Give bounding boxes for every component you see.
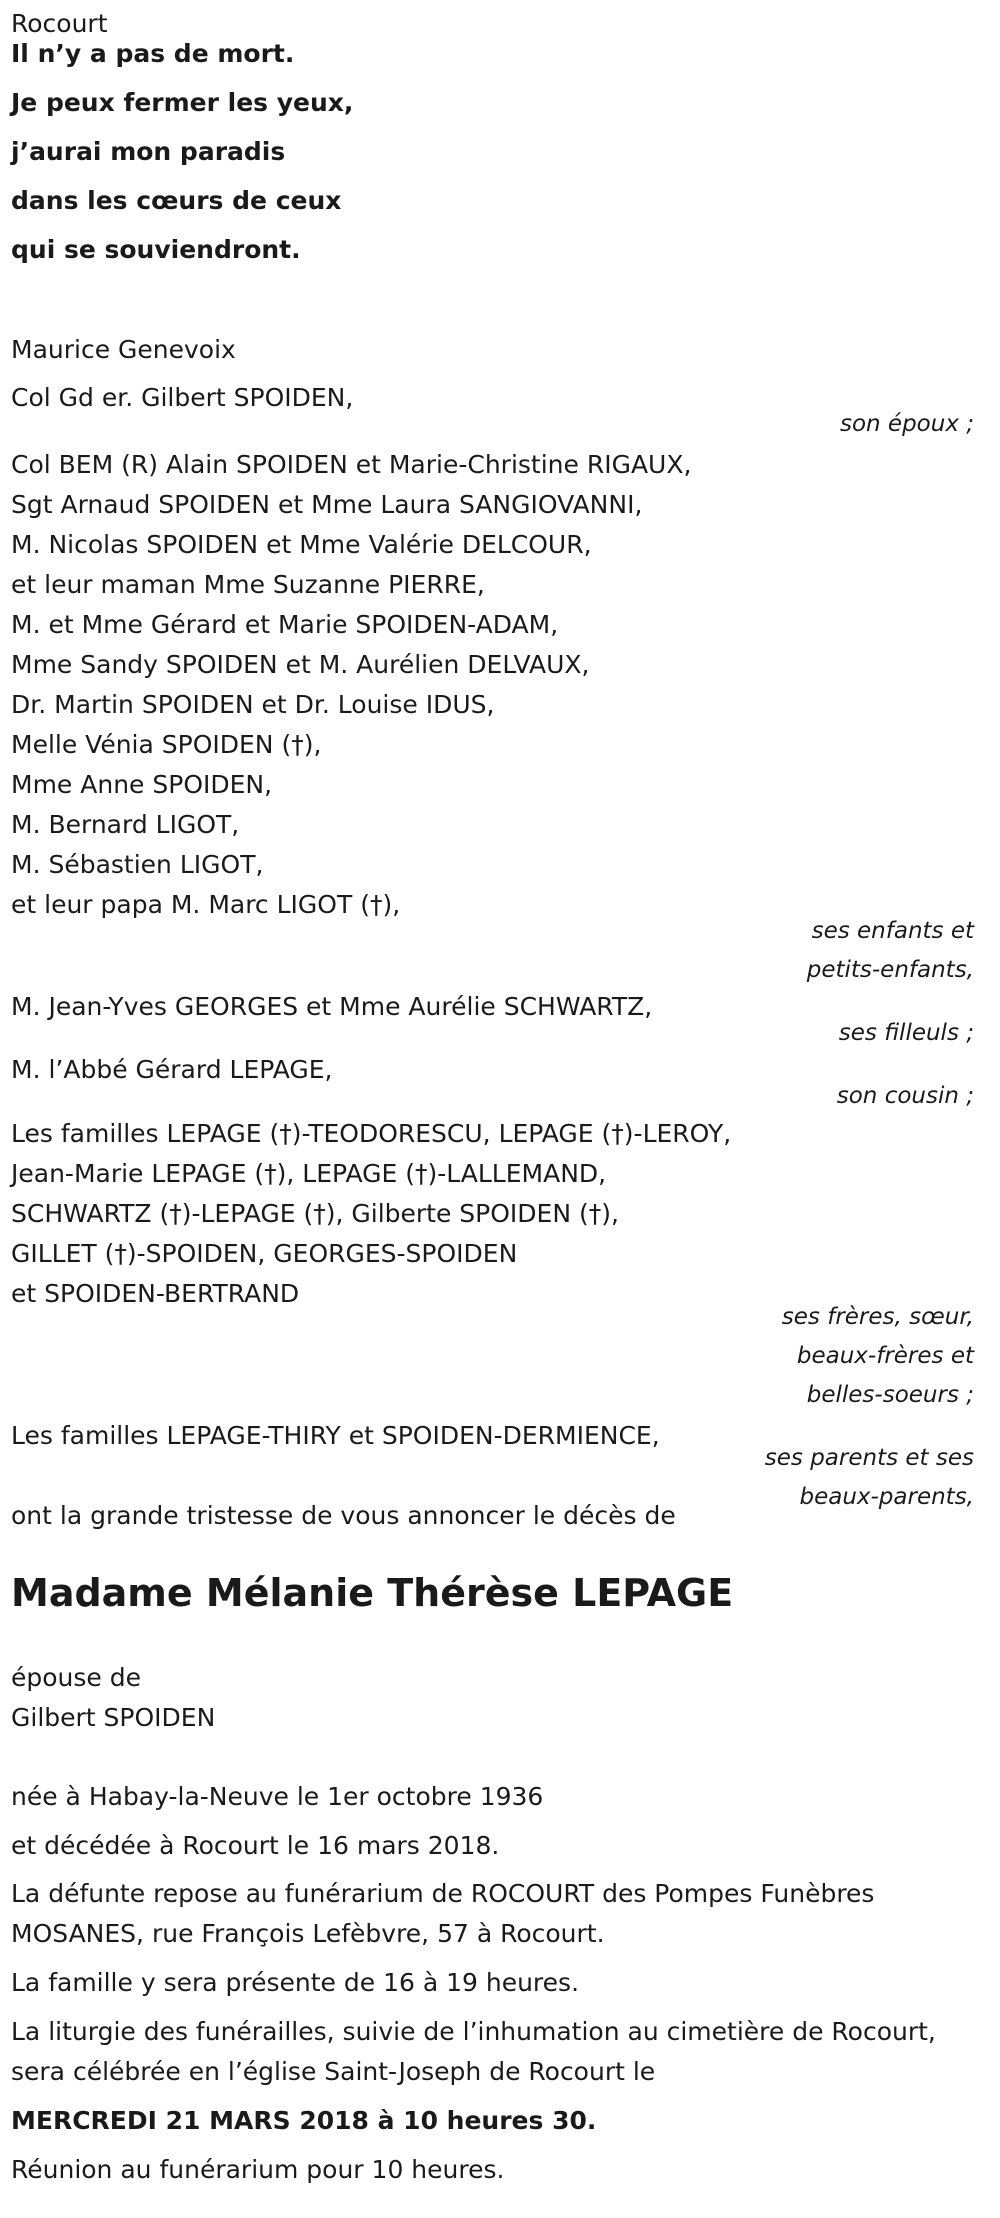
poem-author: Maurice Genevoix [11,335,236,364]
list-item: Les familles LEPAGE (†)-TEODORESCU, LEPAGE (†)-LEROY, [11,1119,732,1148]
siblings-list [11,1114,731,1314]
list-item: Dr. Martin SPOIDEN et Dr. Louise IDUS, [11,690,495,719]
relation-line: ses enfants et [811,918,974,944]
spouse-name: Col Gd er. Gilbert SPOIDEN, [11,383,354,412]
rest-line: MOSANES, rue François Lefèbvre, 57 à Rocourt. [11,1919,605,1948]
relation-line: beaux-parents, [799,1484,974,1510]
deceased-name: Madame Mélanie Thérèse LEPAGE [11,1571,734,1615]
death-info: et décédée à Rocourt le 16 mars 2018. [11,1831,500,1860]
parents-relation [765,1439,974,1517]
spouse-of [11,1658,215,1738]
list-item: Mme Anne SPOIDEN, [11,770,273,799]
rest-info [11,1874,874,1954]
poem-line: Il n’y a pas de mort. [11,39,295,68]
relation-line: belles-soeurs ; [806,1382,974,1408]
relation-line: beaux-frères et [796,1343,974,1369]
list-item: Col BEM (R) Alain SPOIDEN et Marie-Christine RIGAUX, [11,450,692,479]
children-relation [807,912,974,990]
spouse-of-label: épouse de [11,1663,141,1692]
birth-info: née à Habay-la-Neuve le 1er octobre 1936 [11,1782,544,1811]
poem [11,29,353,274]
cousin-name: M. l’Abbé Gérard LEPAGE, [11,1055,333,1084]
siblings-relation [782,1298,974,1415]
list-item: et leur papa M. Marc LIGOT (†), [11,890,401,919]
list-item: SCHWARTZ (†)-LEPAGE (†), Gilberte SPOIDEN (†), [11,1199,619,1228]
liturgy-line: sera célébrée en l’église Saint-Joseph de Rocourt le [11,2057,656,2086]
godchildren-name: M. Jean-Yves GEORGES et Mme Aurélie SCHWARTZ, [11,992,653,1021]
godchildren-relation: ses filleuls ; [838,1020,974,1046]
liturgy-line: La liturgie des funérailles, suivie de l’inhumation au cimetière de Rocourt, [11,2017,936,2046]
relation-line: petits-enfants, [806,957,974,983]
children-list [11,445,691,925]
list-item: et leur maman Mme Suzanne PIERRE, [11,570,485,599]
relation-line: ses parents et ses [764,1445,974,1471]
list-item: M. et Mme Gérard et Marie SPOIDEN-ADAM, [11,610,559,639]
poem-line: j’aurai mon paradis [11,137,286,166]
liturgy-info [11,2012,936,2092]
relation-line: ses frères, sœur, [781,1304,974,1330]
spouse-relation: son époux ; [839,411,974,437]
list-item: Melle Vénia SPOIDEN (†), [11,730,322,759]
parents-name: Les familles LEPAGE-THIRY et SPOIDEN-DERMIENCE, [11,1421,660,1450]
spouse-of-name: Gilbert SPOIDEN [11,1703,216,1732]
poem-line: Je peux fermer les yeux, [11,88,354,117]
list-item: Mme Sandy SPOIDEN et M. Aurélien DELVAUX, [11,650,590,679]
list-item: M. Sébastien LIGOT, [11,850,264,879]
poem-line: qui se souviendront. [11,235,301,264]
location: Rocourt [11,9,108,38]
poem-line: dans les cœurs de ceux [11,186,342,215]
family-present: La famille y sera présente de 16 à 19 heures. [11,1968,580,1997]
list-item: et SPOIDEN-BERTRAND [11,1279,300,1308]
list-item: Sgt Arnaud SPOIDEN et Mme Laura SANGIOVANNI, [11,490,643,519]
meeting-info: Réunion au funérarium pour 10 heures. [11,2155,505,2184]
list-item: GILLET (†)-SPOIDEN, GEORGES-SPOIDEN [11,1239,518,1268]
rest-line: La défunte repose au funérarium de ROCOURT des Pompes Funèbres [11,1879,875,1908]
cousin-relation: son cousin ; [836,1083,974,1109]
funeral-date: MERCREDI 21 MARS 2018 à 10 heures 30. [11,2106,597,2135]
list-item: Jean-Marie LEPAGE (†), LEPAGE (†)-LALLEMAND, [11,1159,607,1188]
announcement: ont la grande tristesse de vous annoncer le décès de [11,1501,676,1530]
list-item: M. Bernard LIGOT, [11,810,240,839]
list-item: M. Nicolas SPOIDEN et Mme Valérie DELCOUR, [11,530,592,559]
